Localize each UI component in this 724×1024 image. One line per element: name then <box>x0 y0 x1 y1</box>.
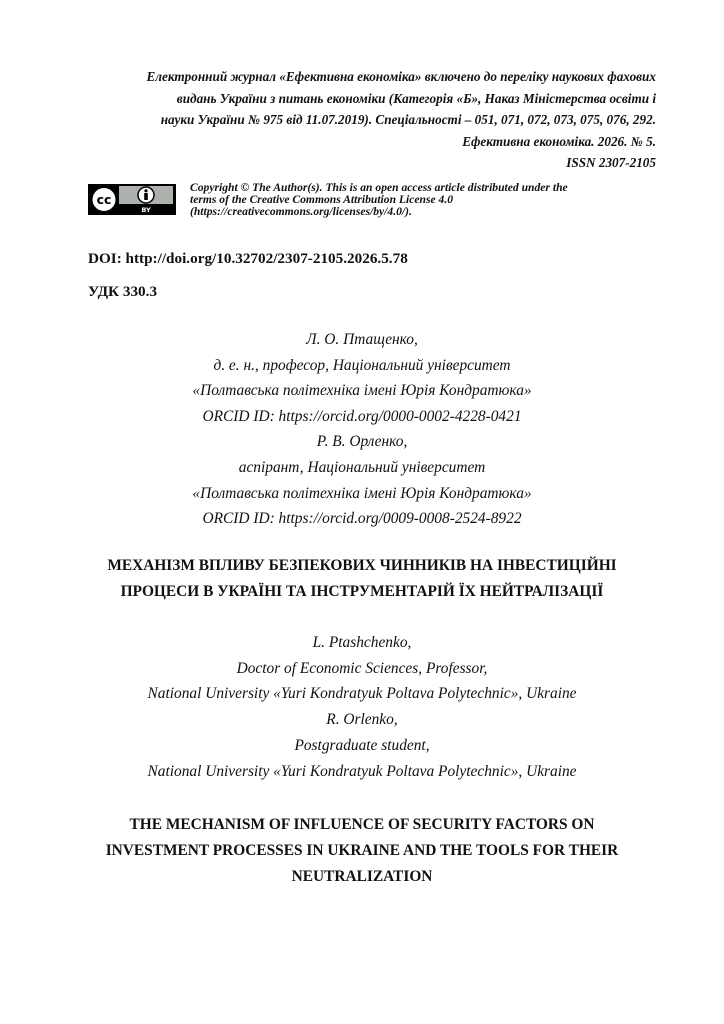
doi-link[interactable]: DOI: http://doi.org/10.32702/2307-2105.2026.5.78 <box>88 250 408 267</box>
license-block <box>88 182 648 222</box>
cc-by-license-badge[interactable] <box>88 184 176 215</box>
author-name: Л. О. Птащенко, <box>306 331 418 348</box>
author-name: Р. В. Орленко, <box>316 433 408 451</box>
author-name: R. Orlenko, <box>326 711 398 729</box>
author-affiliation: «Полтавська політехніка імені Юрія Кондратюка» <box>192 484 532 502</box>
author-position: аспірант, Національний університет <box>238 458 486 476</box>
title-line: NEUTRALIZATION <box>291 868 433 885</box>
author-orcid-link[interactable]: ORCID ID: https://orcid.org/0009-0008-2524-8922 <box>202 510 522 528</box>
author-position: д. е. н., професор, Національний університет <box>213 356 511 374</box>
title-line: МЕХАНІЗМ ВПЛИВУ БЕЗПЕКОВИХ ЧИННИКІВ НА ІНВЕСТИЦІЙНІ <box>107 557 617 574</box>
license-text <box>190 182 640 217</box>
by-badge-text: BY <box>141 206 151 214</box>
author-affiliation: National University «Yuri Kondratyuk Poltava Polytechnic», Ukraine <box>147 685 577 703</box>
author-affiliation: National University «Yuri Kondratyuk Poltava Polytechnic», Ukraine <box>147 762 577 780</box>
author-orcid-link[interactable]: ORCID ID: https://orcid.org/0000-0002-4228-0421 <box>202 407 522 425</box>
title-line: INVESTMENT PROCESSES IN UKRAINE AND THE TOOLS FOR THEIR <box>105 842 619 859</box>
author-affiliation: «Полтавська політехніка імені Юрія Кондратюка» <box>192 382 532 400</box>
journal-header-line: Електронний журнал «Ефективна економіка» включено до переліку наукових фахових <box>146 69 656 84</box>
authors-english <box>0 630 724 784</box>
journal-header-line: видань України з питань економіки (Категорія «Б», Наказ Міністерства освіти і <box>176 90 656 106</box>
journal-header-line: науки України № 975 від 11.07.2019). Спеціальності – 051, 071, 072, 073, 075, 076, 292. <box>160 112 656 128</box>
license-text-line: terms of the Creative Commons Attribution License 4.0 <box>190 192 454 206</box>
journal-issue: Ефективна економіка. 2026. № 5. <box>462 133 656 149</box>
cc-by-icon <box>89 185 175 214</box>
author-name: L. Ptashchenko, <box>312 634 412 651</box>
cc-badge-text: cc <box>96 192 112 208</box>
udk-code: УДК 330.3 <box>88 283 158 300</box>
article-title-english <box>0 812 724 890</box>
article-title-ukrainian <box>0 553 724 605</box>
title-line: ПРОЦЕСИ В УКРАЇНІ ТА ІНСТРУМЕНТАРІЙ ЇХ НЕЙТРАЛІЗАЦІЇ <box>120 583 604 600</box>
author-position: Doctor of Economic Sciences, Professor, <box>236 659 488 677</box>
title-line: THE MECHANISM OF INFLUENCE OF SECURITY FACTORS ON <box>129 816 595 833</box>
journal-issn: ISSN 2307-2105 <box>566 155 656 171</box>
license-text-line: Copyright © The Author(s). This is an open access article distributed under the <box>190 181 568 194</box>
authors-ukrainian <box>0 327 724 532</box>
license-url[interactable]: (https://creativecommons.org/licenses/by/4.0/). <box>190 204 412 218</box>
journal-header <box>56 66 656 174</box>
author-position: Postgraduate student, <box>294 736 430 754</box>
